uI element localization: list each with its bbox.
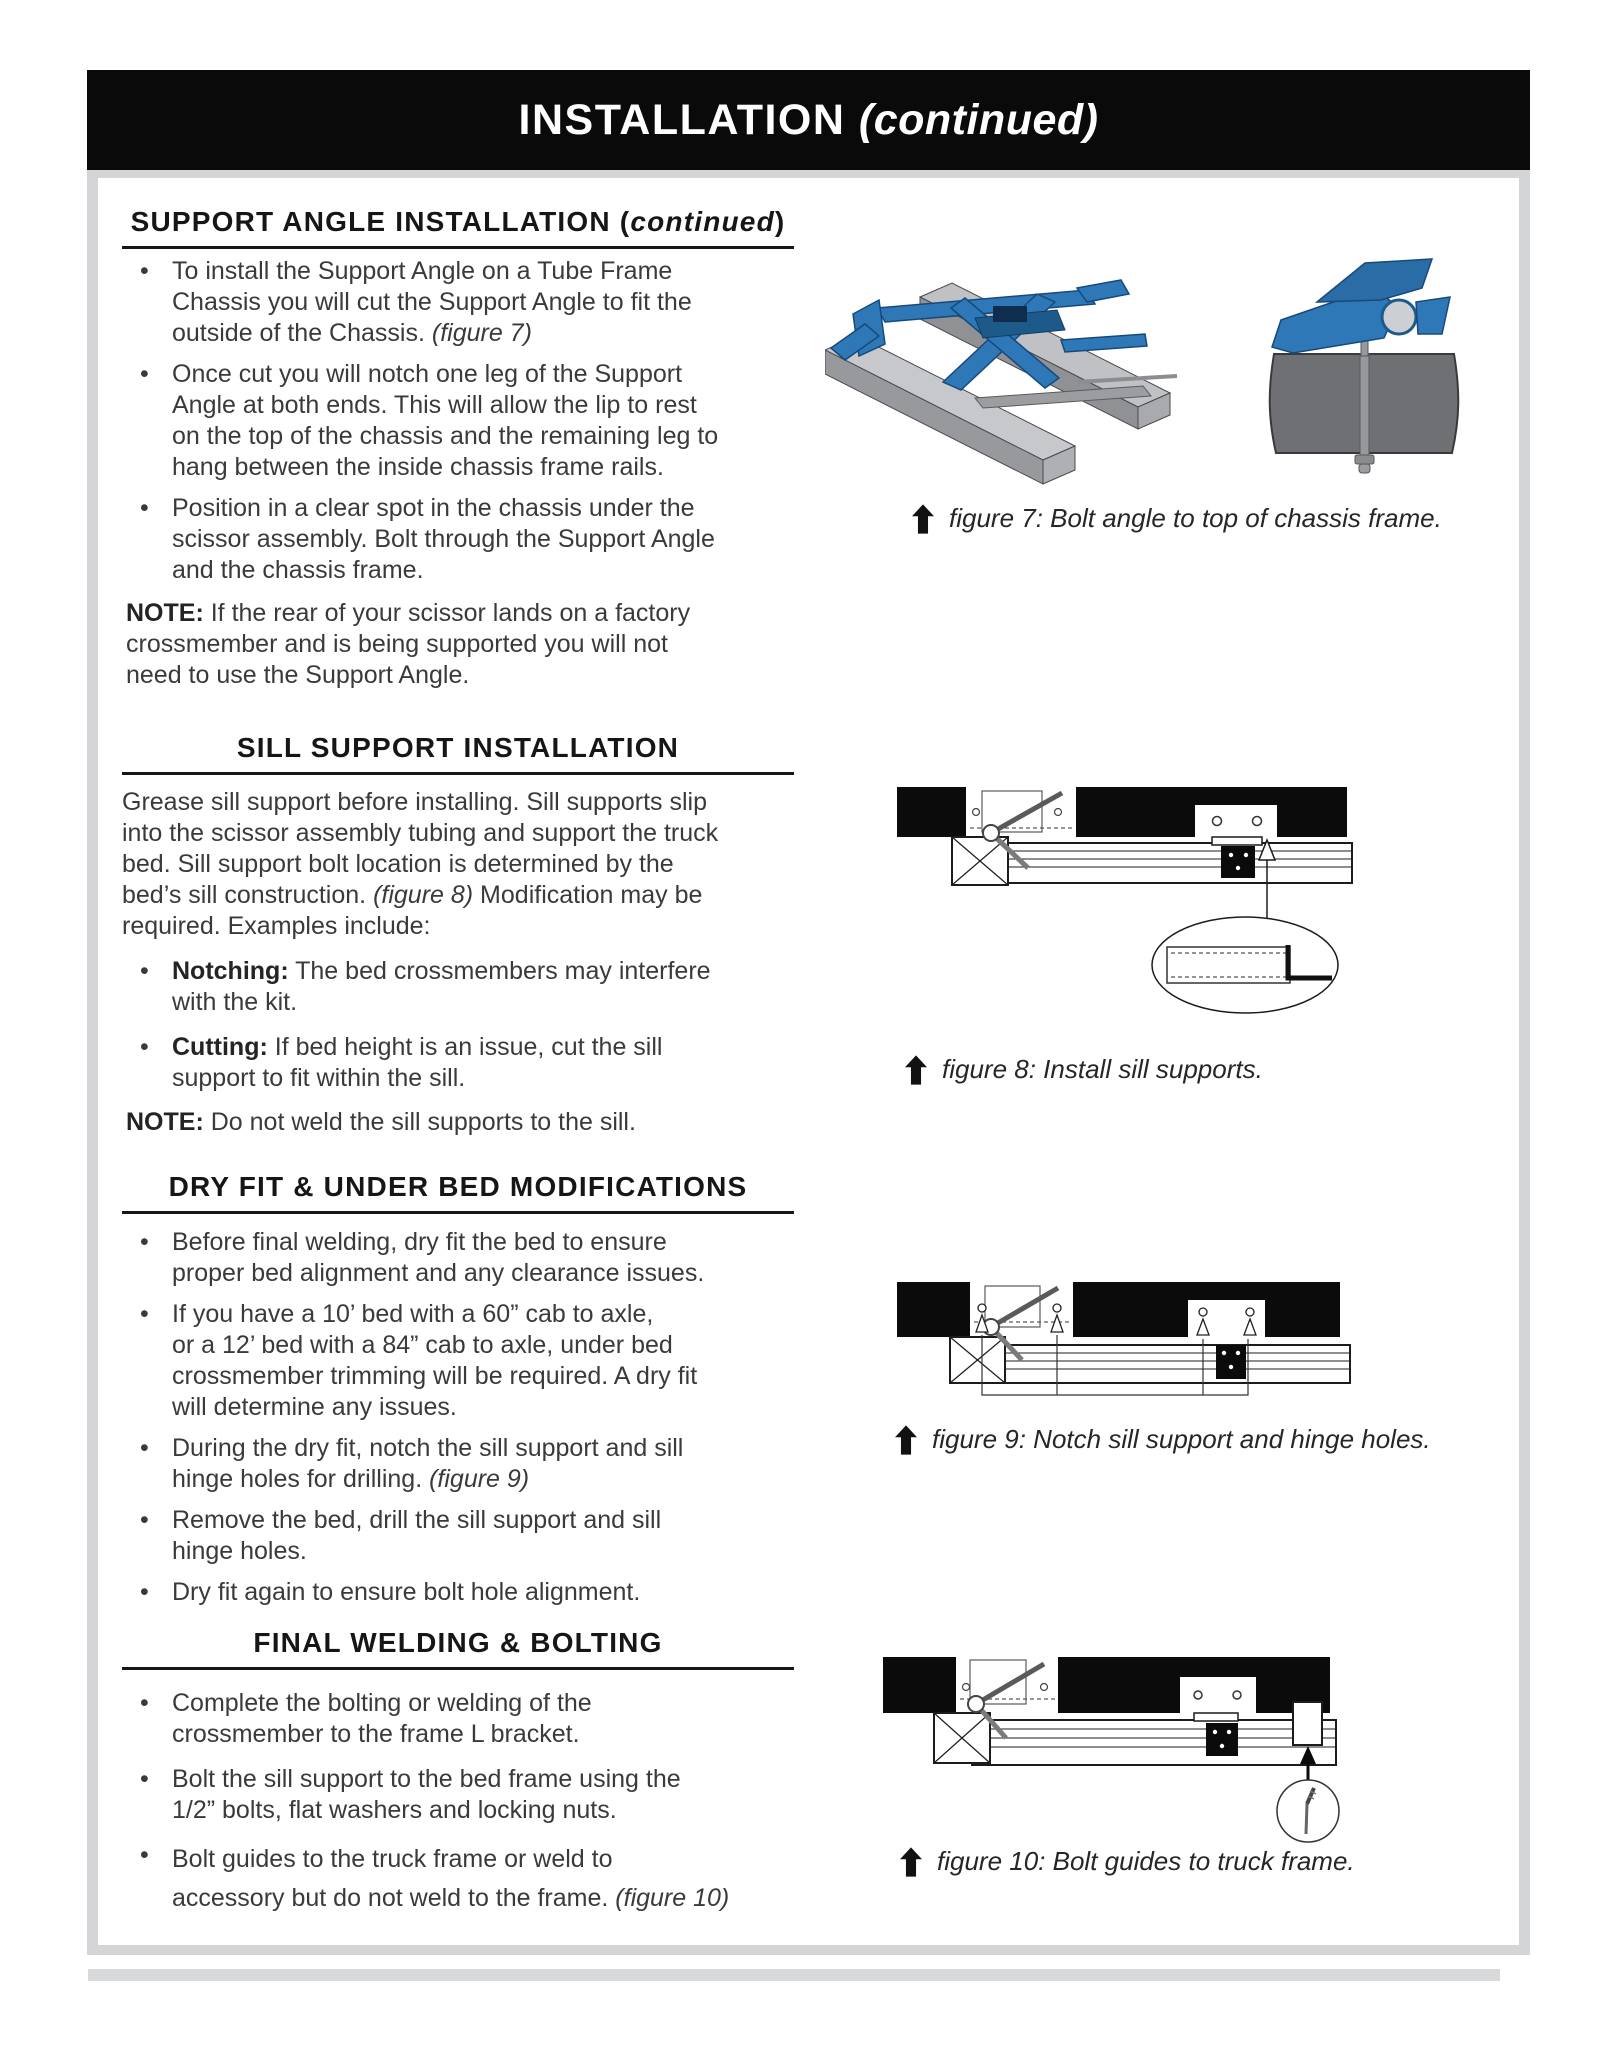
list-item xyxy=(122,1227,822,1289)
section-heading-support-angle xyxy=(122,205,794,249)
figure8-caption xyxy=(905,1054,1263,1085)
figure10-illustration xyxy=(876,1650,1346,1845)
up-arrow-icon xyxy=(905,1055,927,1085)
bullet-dot: • xyxy=(140,957,149,985)
list-item xyxy=(122,1764,822,1826)
list-item xyxy=(122,1840,822,1918)
section-heading-final-welding xyxy=(122,1626,794,1670)
list-item xyxy=(122,359,822,483)
note-text: NOTE: Do not weld the sill supports to the sill. xyxy=(126,1108,636,1136)
figure8-illustration xyxy=(890,780,1360,1020)
paragraph-text: Grease sill support before installing. Sill supports slip into the scissor assembly tubing and support the truck bed. Sill support bolt location is determined by the bed’s sill construction. (figure 8) Modification may be required. Examples include: xyxy=(122,788,719,940)
bullet-dot: • xyxy=(140,1841,149,1869)
figure9-caption xyxy=(895,1424,1431,1455)
bullet-text: Complete the bolting or welding of the crossmember to the frame L bracket. xyxy=(172,1689,592,1748)
angle-bracket-closeup xyxy=(1270,259,1459,473)
list-item xyxy=(122,1577,822,1608)
support-angle-note xyxy=(122,598,822,691)
support-angle-bullets xyxy=(122,256,822,596)
figure7-caption xyxy=(912,503,1442,534)
bullet-text: To install the Support Angle on a Tube Frame Chassis you will cut the Support Angle to fit the outside of the Chassis. (figure 7) xyxy=(172,257,692,347)
list-item xyxy=(122,1505,822,1567)
list-item xyxy=(122,1032,822,1094)
page-title-continued: (continued) xyxy=(858,95,1099,144)
caption-text: figure 9: Notch sill support and hinge holes. xyxy=(932,1424,1431,1454)
dry-fit-bullets xyxy=(122,1227,822,1618)
figure9-illustration xyxy=(890,1275,1360,1400)
section-heading-dry-fit xyxy=(122,1170,794,1214)
caption-text: figure 7: Bolt angle to top of chassis frame. xyxy=(949,503,1442,533)
list-item xyxy=(122,1299,822,1423)
sill-support-paragraph xyxy=(122,787,822,942)
bullet-text: Remove the bed, drill the sill support and sill hinge holes. xyxy=(172,1506,662,1565)
up-arrow-icon xyxy=(895,1425,917,1455)
bullet-text: Notching: The bed crossmembers may interfere with the kit. xyxy=(172,957,711,1016)
final-welding-bullets xyxy=(122,1688,822,1932)
list-item xyxy=(122,956,822,1018)
note-text: NOTE: If the rear of your scissor lands on a factory crossmember and is being supported you will not need to use the Support Angle. xyxy=(126,599,691,689)
bullet-text: If you have a 10’ bed with a 60” cab to axle, or a 12’ bed with a 84” cab to axle, under bed crossmember trimming will be required. A dry fit will determine any issues. xyxy=(172,1300,698,1421)
figure10-caption xyxy=(900,1846,1355,1877)
figure7-illustration xyxy=(825,250,1475,485)
bullet-dot: • xyxy=(140,1765,149,1793)
bullet-dot: • xyxy=(140,1434,149,1462)
list-item xyxy=(122,1688,822,1750)
bottom-divider-bar xyxy=(88,1969,1500,1981)
sill-support-bullets xyxy=(122,956,822,1138)
heading-text: FINAL WELDING & BOLTING xyxy=(253,1627,663,1658)
up-arrow-icon xyxy=(900,1847,922,1877)
list-item xyxy=(122,1433,822,1495)
bullet-dot: • xyxy=(140,494,149,522)
bullet-dot: • xyxy=(140,1689,149,1717)
bullet-text: Cutting: If bed height is an issue, cut the sill support to fit within the sill. xyxy=(172,1033,663,1092)
heading-continued: continued xyxy=(630,206,775,237)
up-arrow-icon xyxy=(912,504,934,534)
bullet-text: Dry fit again to ensure bolt hole alignment. xyxy=(172,1578,641,1606)
bullet-dot: • xyxy=(140,257,149,285)
bullet-text: Position in a clear spot in the chassis under the scissor assembly. Bolt through the Support Angle and the chassis frame. xyxy=(172,494,715,584)
bullet-text: During the dry fit, notch the sill support and sill hinge holes for drilling. (figure 9) xyxy=(172,1434,684,1493)
heading-text: SILL SUPPORT INSTALLATION xyxy=(236,732,680,763)
bullet-text: Once cut you will notch one leg of the Support Angle at both ends. This will allow the lip to rest on the top of the chassis and the remaining leg to hang between the inside chassis frame rails. xyxy=(172,360,719,481)
page-title-main: INSTALLATION xyxy=(518,95,859,144)
heading-text: SUPPORT ANGLE INSTALLATION ( xyxy=(130,206,631,237)
bullet-text: Bolt guides to the truck frame or weld to accessory but do not weld to the frame. (figure 10) xyxy=(172,1845,730,1912)
caption-text: figure 10: Bolt guides to truck frame. xyxy=(937,1846,1355,1876)
list-item xyxy=(122,493,822,586)
heading-text: DRY FIT & UNDER BED MODIFICATIONS xyxy=(168,1171,748,1202)
list-item xyxy=(122,256,822,349)
bullet-text: Before final welding, dry fit the bed to ensure proper bed alignment and any clearance issues. xyxy=(172,1228,705,1287)
bullet-dot: • xyxy=(140,360,149,388)
bullet-dot: • xyxy=(140,1300,149,1328)
heading-text-end: ) xyxy=(774,206,786,237)
caption-text: figure 8: Install sill supports. xyxy=(942,1054,1263,1084)
section-heading-sill-support xyxy=(122,731,794,775)
bullet-text: Bolt the sill support to the bed frame using the 1/2” bolts, flat washers and locking nuts. xyxy=(172,1765,681,1824)
bullet-dot: • xyxy=(140,1033,149,1061)
bullet-dot: • xyxy=(140,1578,149,1606)
page-header xyxy=(87,70,1530,170)
bullet-dot: • xyxy=(140,1228,149,1256)
guide-block xyxy=(1293,1702,1322,1745)
page-title xyxy=(519,96,1099,145)
bullet-dot: • xyxy=(140,1506,149,1534)
